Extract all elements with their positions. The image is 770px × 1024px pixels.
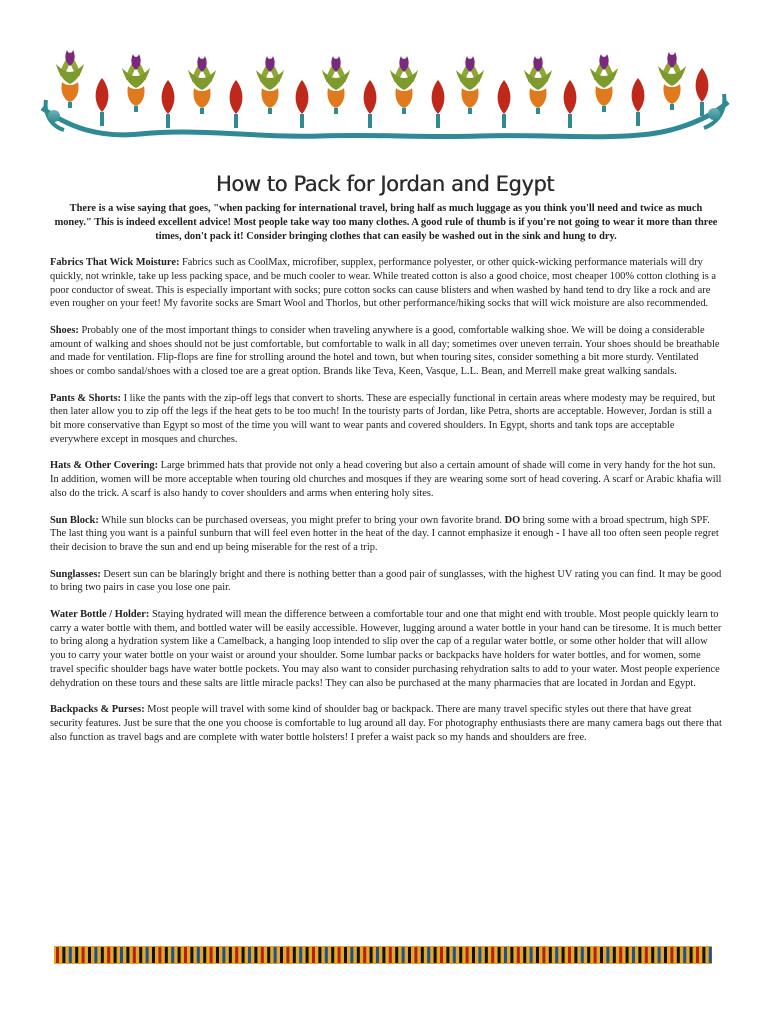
section-heading: Shoes: xyxy=(50,324,79,336)
document-body xyxy=(50,202,722,757)
section-text: Fabrics such as CoolMax, microfiber, supplex, performance polyester, or other quick-wicking performance materials will dry quickly, not wrinkle, take up less packing space, and be much cooler to wear. While treated cotton is also a good choice, most cheaper 100% cotton clothing is a poor conductor of sweat. This is especially important with socks; pure cotton socks can cause blisters and when washed by hand tend to dry like a rock and are even rougher on your feet! My favorite socks are Smart Wool and Thorlos, but other performance/hiking socks that will wick moisture are also recommended. xyxy=(50,256,716,310)
section-water-bottle xyxy=(50,608,722,691)
section-sun-block xyxy=(50,514,722,556)
section-text: I like the pants with the zip-off legs that convert to shorts. These are especially functional in certain areas where modesty may be required, but then later allow you to zip off the legs if the heat gets to be too much! In the touristy parts of Jordan, like Petra, shorts are acceptable. However, Jordan is still a bit more conservative than Egypt so most of the time you will want to wear pants and covered shoulders. In Egypt, shorts and tank tops are acceptable everywhere except in mosques and churches. xyxy=(50,392,716,446)
page-title: How to Pack for Jordan and Egypt xyxy=(215,172,555,197)
lotus-flower-border-icon xyxy=(40,38,730,148)
section-heading: Water Bottle / Holder: xyxy=(50,608,150,620)
section-text: While sun blocks can be purchased overseas, you might prefer to bring your own favorite brand. xyxy=(98,514,505,526)
intro-paragraph: There is a wise saying that goes, "when packing for international travel, bring half as much luggage as you think you'll need and twice as much money." This is indeed excellent advice! Most people take way too many clothes. A good rule of thumb is if you're not going to wear it more than three times, don't pack it! Consider bringing clothes that can easily be washed out in the sink and hung to dry. xyxy=(54,203,718,242)
section-heading: Backpacks & Purses: xyxy=(50,704,145,716)
section-text: Large brimmed hats that provide not only a head covering but also a certain amount of shade will come in very handy for the hot sun. In addition, women will be more acceptable when touring old churches and mosques if they are wearing some sort of head covering. A scarf or Arabic khafia will also do the trick. A scarf is also handy to cover shoulders and arms when entering holy sites. xyxy=(50,460,722,500)
section-backpacks xyxy=(50,703,722,745)
emphasis-text: DO xyxy=(504,514,521,526)
section-heading: Sunglasses: xyxy=(50,568,101,580)
section-shoes xyxy=(50,324,722,380)
section-heading: Hats & Other Covering: xyxy=(50,460,159,472)
section-fabrics xyxy=(50,256,722,312)
section-heading: Fabrics That Wick Moisture: xyxy=(50,256,180,268)
section-heading: Sun Block: xyxy=(50,514,99,526)
section-sunglasses xyxy=(50,568,722,596)
section-heading: Pants & Shorts: xyxy=(50,392,122,404)
section-pants-shorts xyxy=(50,392,722,448)
section-text: Desert sun can be blaringly bright and there is nothing better than a good pair of sunglasses, with the highest UV rating you can find. It may be good to bring two pairs in case you lose one pair. xyxy=(50,568,722,594)
section-hats xyxy=(50,459,722,501)
egyptian-pattern-band-icon xyxy=(54,946,712,964)
section-text: Most people will travel with some kind of shoulder bag or backpack. There are many travel specific styles out there that have great security features. Just be sure that the one you choose is comfortable to lug around all day. For photography enthusiasts there are many camera bags out there that also function as travel bags and are complete with water bottle holsters! I prefer a waist pack so my hands and shoulders are free. xyxy=(50,704,722,744)
section-text: Staying hydrated will mean the difference between a comfortable tour and one that might end with trouble. Most people quickly learn to carry a water bottle with them, and bottled water will be easily accessible. However, lugging around a water bottle in your hand can be tiresome. It is much better to bring along a hydration system like a Camelback, a hanging loop intended to slip over the cap of a regular water bottle, or some other holder that will allow you to carry your water bottle on your waist or around your shoulder. Some lumbar packs or backpacks have holders for water bottles, and for women, some travel specific shoulder bags have water bottle pockets. You may also want to consider purchasing rehydration salts to add to your water. Most people experience dehydration on these tours and these salts are little miracle packs! They can also be purchased at the many pharmacies that are located in Jordan and Egypt. xyxy=(50,608,722,690)
section-text: Probably one of the most important things to consider when traveling anywhere is a good, comfortable walking shoe. We will be doing a considerable amount of walking and shoes should not be just comfortable, but comfortable to walk in all day; sometimes over uneven terrain. Your shoes should be breathable and made for ventilation. Flip-flops are fine for strolling around the hotel and town, but when touring sites, consider something a bit more sturdy. Ventilated shoes or combo sandal/shoes with a closed toe are a great option. Brands like Teva, Keen, Vasque, L.L. Bean, and Merrell make great walking sandals. xyxy=(50,324,720,378)
section-text-continued: bring some with a broad spectrum, high SPF. The last thing you want is a painful sunburn that will feel even hotter in the heat of the day. I cannot emphasize it enough - I have all too often seen people regret their decision to brave the sun and end up being miserable for the rest of a trip. xyxy=(50,514,719,554)
